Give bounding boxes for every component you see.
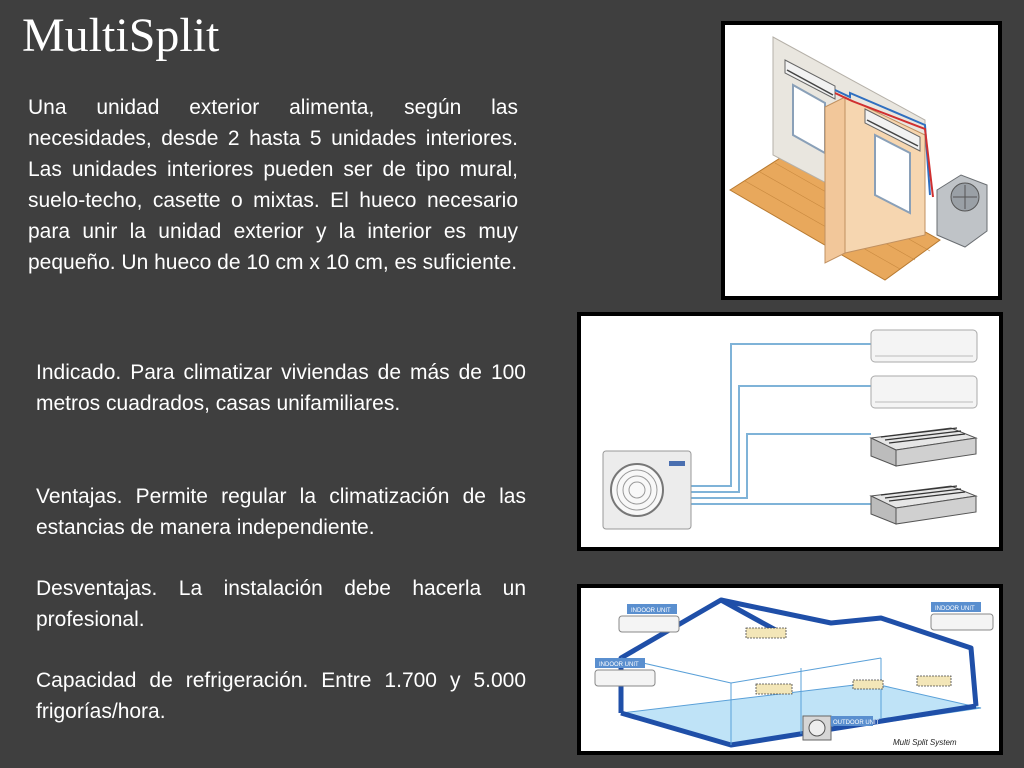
multisplit-schematic-image xyxy=(577,312,1003,551)
intro-paragraph: Una unidad exterior alimenta, según las necesidades, desde 2 hasta 5 unidades interiores. Las unidades interiores pueden ser de tipo mural, suelo-techo, casette o mixtas. El hueco necesario para unir la unidad exterior y la interior es muy pequeño. Un hueco de 10 cm x 10 cm, es suficiente. xyxy=(28,96,518,274)
house-system-illustration xyxy=(581,588,999,751)
desventajas-paragraph: Desventajas. La instalación debe hacerla un profesional. xyxy=(36,577,526,631)
indoor-unit-label-1: INDOOR UNIT xyxy=(631,608,671,614)
house-system-image xyxy=(577,584,1003,755)
ventajas-paragraph: Ventajas. Permite regular la climatización de las estancias de manera independiente. xyxy=(36,485,526,539)
multisplit-schematic-illustration xyxy=(581,316,999,547)
outdoor-unit-label: OUTDOOR UNIT xyxy=(833,720,880,726)
capacidad-paragraph: Capacidad de refrigeración. Entre 1.700 y 5.000 frigorías/hora. xyxy=(36,669,526,723)
room-installation-illustration xyxy=(725,25,998,296)
room-installation-image xyxy=(721,21,1002,300)
indoor-unit-label-2: INDOOR UNIT xyxy=(599,662,639,668)
page-title: MultiSplit xyxy=(22,9,220,62)
system-caption: Multi Split System xyxy=(893,738,957,747)
indoor-unit-label-3: INDOOR UNIT xyxy=(935,606,975,612)
indicado-paragraph: Indicado. Para climatizar viviendas de más de 100 metros cuadrados, casas unifamiliares. xyxy=(36,361,526,415)
